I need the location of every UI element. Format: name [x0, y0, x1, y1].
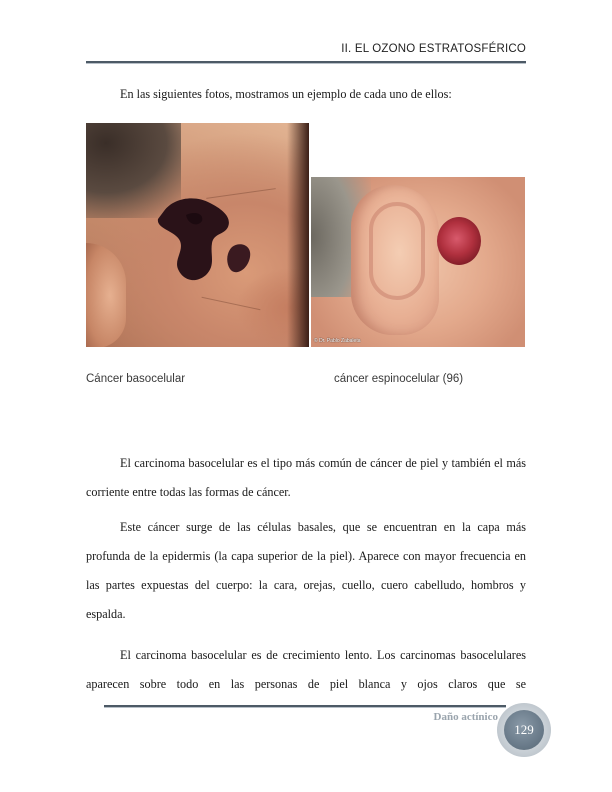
caption-left: Cáncer basocelular	[86, 373, 186, 385]
footer-rule	[104, 705, 506, 708]
photo-shadow	[287, 123, 309, 347]
body-paragraph-3: El carcinoma basocelular es de crecimiento lento. Los carcinomas basocelulares aparecen sobre todo en las personas de piel blanca y ojos claros que se	[86, 648, 526, 691]
pigmented-lesion-shape	[86, 123, 309, 347]
body-paragraph-2: Este cáncer surge de las células basales, que se encuentran en la capa más profunda de la epidermis (la capa superior de la piel). Aparece con mayor frecuencia en las partes expuestas del cuerpo: la cara, orejas, cuello, cuero cabelludo, hombros y espalda.	[86, 520, 526, 621]
page-number: 129	[504, 710, 544, 750]
page-number-badge	[497, 703, 551, 757]
footer-section-title: Daño actínico	[433, 711, 498, 723]
photo-ear-helix	[369, 202, 425, 300]
header-rule	[86, 61, 526, 64]
body-paragraph-1: El carcinoma basocelular es el tipo más común de cáncer de piel y también el más corriente entre todas las formas de cáncer.	[86, 456, 526, 499]
caption-right: cáncer espinocelular (96)	[334, 373, 464, 385]
ulcerated-lesion	[437, 217, 481, 265]
intro-paragraph: En las siguientes fotos, mostramos un ejemplo de cada uno de ellos:	[120, 87, 452, 101]
running-header: II. EL OZONO ESTRATOSFÉRICO	[341, 43, 526, 55]
photo-credit: © Dr. Pablo Zabaleta	[314, 338, 361, 344]
squamous-cell-carcinoma-photo	[311, 177, 525, 347]
basal-cell-carcinoma-photo	[86, 123, 309, 347]
